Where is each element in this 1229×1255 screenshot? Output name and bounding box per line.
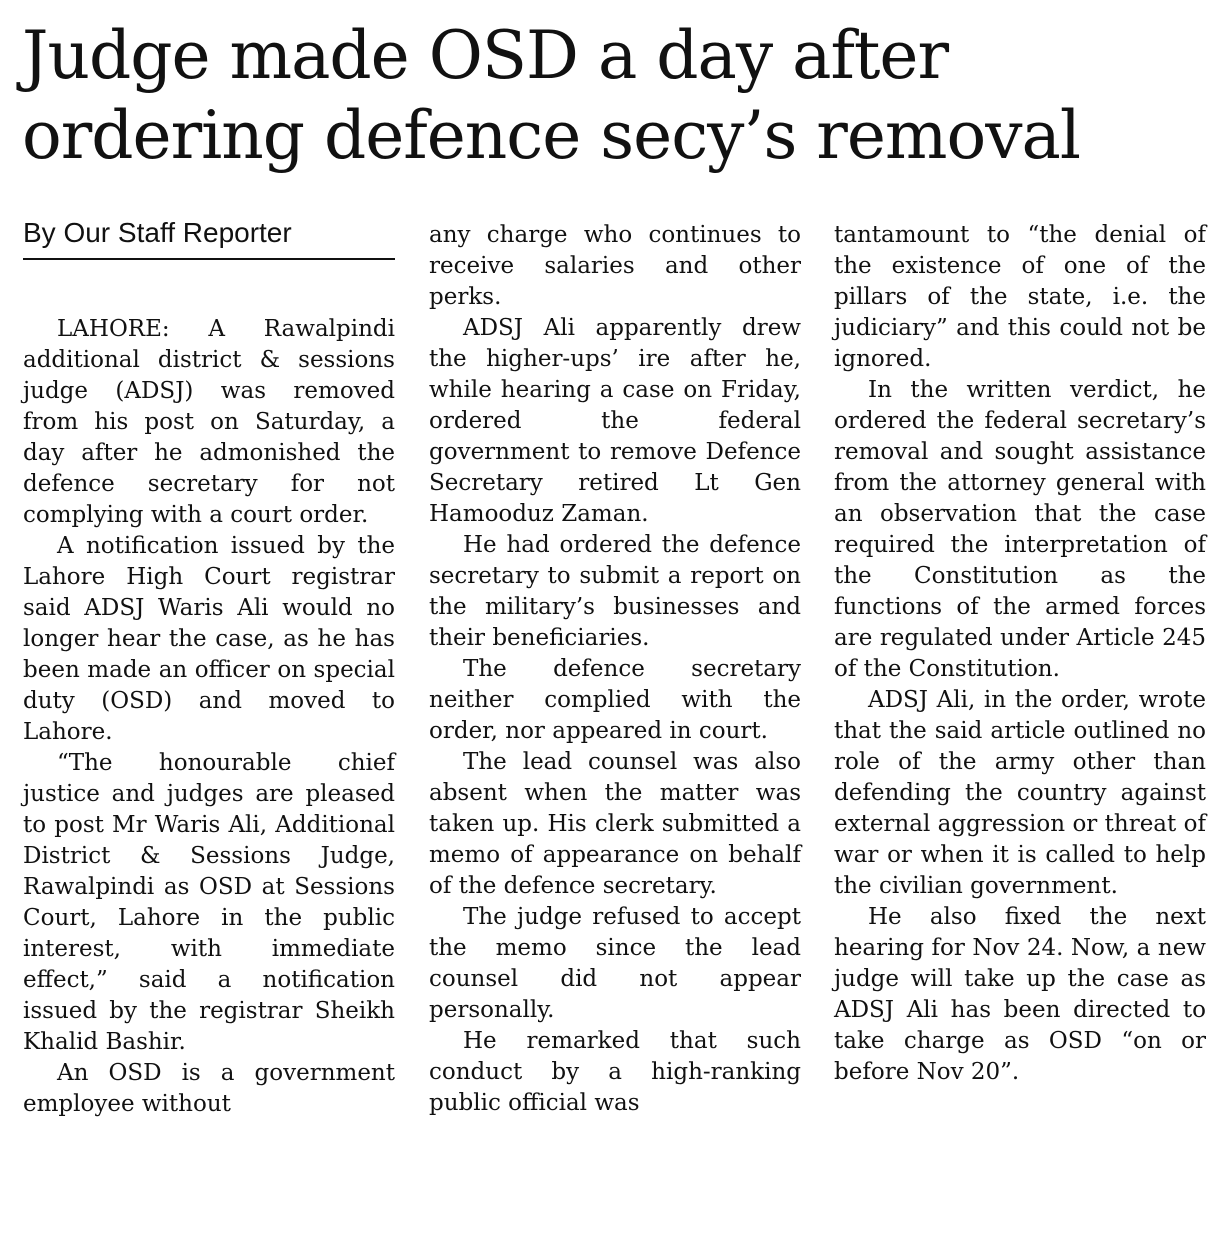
paragraph: A notification issued by the Lahore High Court registrar said ADSJ Waris Ali would no longer hear the case, as he has been made an officer on special duty (OSD) and moved to Lahore. xyxy=(23,533,395,745)
article-column-2 xyxy=(429,220,801,1119)
paragraph: In the written verdict, he ordered the federal secretary’s removal and sought assistance from the attorney general with an observation that the case required the interpretation of the Constitution as the functions of the armed forces are regulated under Article 245 of the Constitution. xyxy=(834,377,1206,682)
article-column-1 xyxy=(23,314,395,1120)
paragraph: “The honourable chief justice and judges are pleased to post Mr Waris Ali, Additional District & Sessions Judge, Rawalpindi as OSD at Sessions Court, Lahore in the public interest, with immediate effect,” said a notification issued by the registrar Sheikh Khalid Bashir. xyxy=(23,750,395,1055)
headline-line-2: ordering defence secy’s removal xyxy=(22,97,1080,174)
paragraph: The defence secretary neither complied with the order, nor appeared in court. xyxy=(429,656,801,744)
paragraph: ADSJ Ali apparently drew the higher-ups’ ire after he, while hearing a case on Friday, ordered the federal government to remove Defence Secretary retired Lt Gen Hamooduz Zaman. xyxy=(429,315,801,527)
paragraph: He also fixed the next hearing for Nov 24. Now, a new judge will take up the case as ADSJ Ali has been directed to take charge as OSD “on or before Nov 20”. xyxy=(834,904,1206,1085)
headline-line-1: Judge made OSD a day after xyxy=(22,17,949,94)
paragraph: LAHORE: A Rawalpindi additional district & sessions judge (ADSJ) was removed from his post on Saturday, a day after he admonished the defence secretary for not complying with a court order. xyxy=(23,316,395,528)
paragraph: ADSJ Ali, in the order, wrote that the said article outlined no role of the army other than defending the country against external aggression or threat of war or when it is called to help the civilian government. xyxy=(834,687,1206,899)
paragraph: He remarked that such conduct by a high-ranking public official was xyxy=(429,1028,801,1116)
paragraph-continued: tantamount to “the denial of the existence of one of the pillars of the state, i.e. the judiciary” and this could not be ignored. xyxy=(834,222,1206,372)
paragraph: He had ordered the defence secretary to submit a report on the military’s businesses and their beneficiaries. xyxy=(429,532,801,651)
paragraph-continued: any charge who continues to receive salaries and other perks. xyxy=(429,222,801,310)
byline: By Our Staff Reporter xyxy=(23,216,395,260)
paragraph: The lead counsel was also absent when the matter was taken up. His clerk submitted a memo of appearance on behalf of the defence secretary. xyxy=(429,749,801,899)
article-column-3 xyxy=(834,220,1206,1088)
headline xyxy=(22,16,1212,176)
paragraph: An OSD is a government employee without xyxy=(23,1060,395,1117)
paragraph: The judge refused to accept the memo since the lead counsel did not appear personally. xyxy=(429,904,801,1023)
